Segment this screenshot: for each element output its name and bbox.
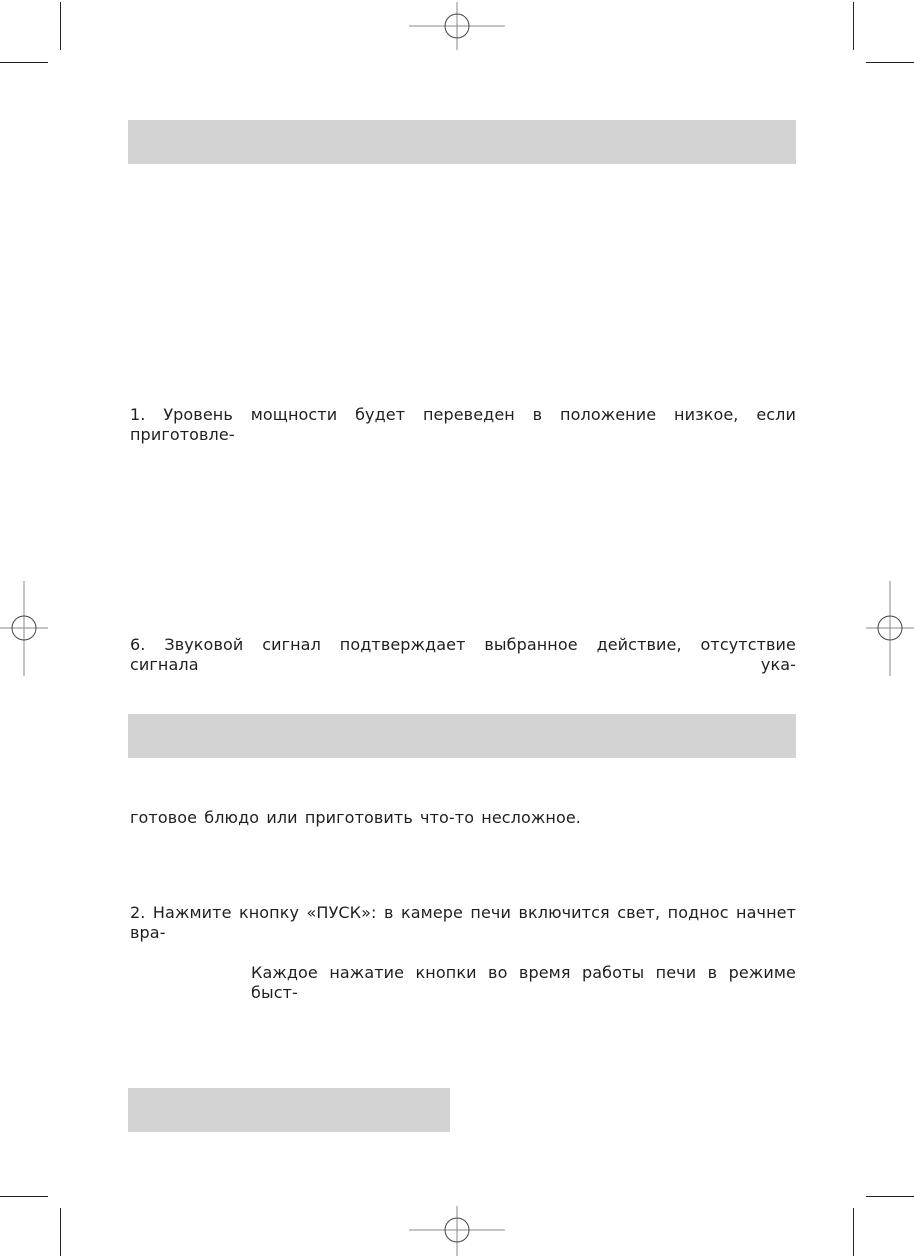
crop-mark-bottom-left-vertical	[60, 1208, 61, 1256]
paragraph-each-press-text: Каждое нажатие кнопки во время работы печи в режиме быст-	[251, 963, 796, 1002]
section-header-bar-2	[128, 714, 796, 758]
registration-mark-left-icon	[0, 580, 50, 678]
list-item-6-text: 6. Звуковой сигнал подтверждает выбранное действие, отсутствие сигнала ука-	[130, 635, 796, 674]
crop-mark-top-left-horizontal	[0, 62, 48, 63]
paragraph-ready-meal-text: готовое блюдо или приготовить что-то несложное.	[130, 808, 581, 827]
crop-mark-bottom-left-horizontal	[0, 1196, 48, 1197]
registration-mark-right-icon	[866, 580, 914, 678]
crop-mark-top-left-vertical	[60, 2, 61, 50]
section-header-bar-1	[128, 120, 796, 164]
crop-mark-bottom-right-vertical	[853, 1208, 854, 1256]
registration-mark-bottom-icon	[405, 1206, 509, 1256]
crop-mark-top-right-vertical	[853, 2, 854, 50]
list-item-1-text: 1. Уровень мощности будет переведен в положение низкое, если приготовле-	[130, 405, 796, 444]
list-item-2-text: 2. Нажмите кнопку «ПУСК»: в камере печи включится свет, поднос начнет вра-	[130, 903, 796, 942]
crop-mark-top-right-horizontal	[866, 62, 914, 63]
section-header-bar-3	[128, 1088, 450, 1132]
crop-mark-bottom-right-horizontal	[866, 1196, 914, 1197]
registration-mark-top-icon	[405, 0, 509, 52]
